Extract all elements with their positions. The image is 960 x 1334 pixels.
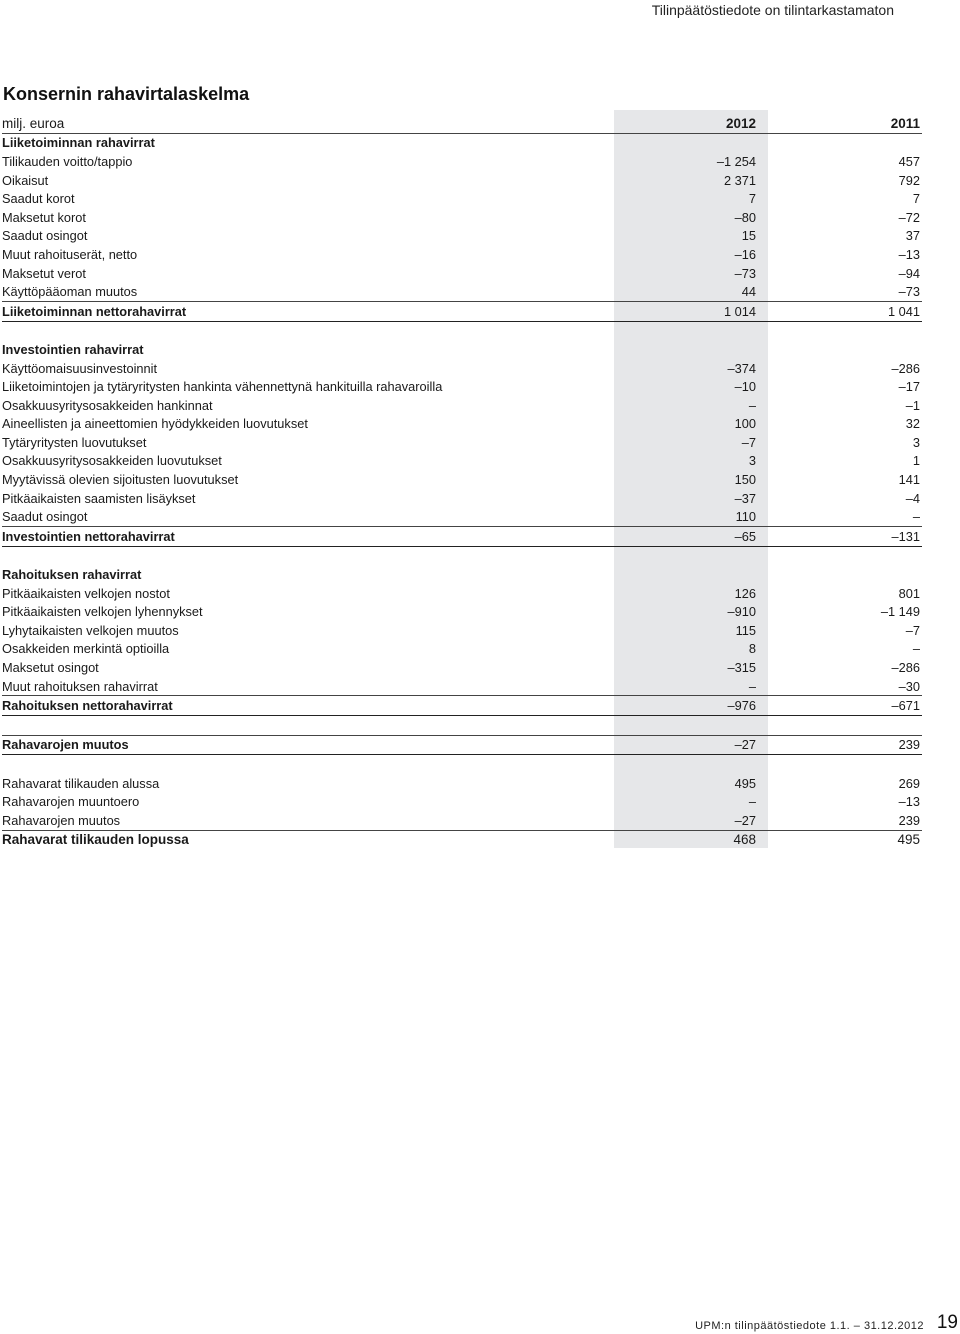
table-row: [2, 470, 922, 489]
row-value-2011: –13: [898, 794, 920, 810]
row-label: Muut rahoituksen rahavirrat: [2, 678, 158, 694]
table-row: [2, 282, 922, 302]
row-value-2011: –4: [905, 490, 920, 506]
row-label: Aineellisten ja aineettomien hyödykkeiden luovutukset: [2, 416, 308, 432]
spacer: [2, 322, 922, 341]
table-row: [2, 152, 922, 171]
row-label: Rahavarojen muuntoero: [2, 794, 140, 810]
table-row: [2, 415, 922, 434]
row-value-2011: –1: [905, 397, 920, 413]
table-row: [2, 208, 922, 227]
row-label: Tytäryritysten luovutukset: [2, 434, 147, 450]
row-value-2012: 44: [741, 284, 756, 300]
section-heading-label: Liiketoiminnan rahavirrat: [2, 135, 155, 151]
page-title: Konsernin rahavirtalaskelma: [3, 84, 250, 104]
row-label: Tilikauden voitto/tappio: [2, 153, 133, 169]
row-value-2011: 239: [898, 812, 920, 828]
section-heading-label: Investointien rahavirrat: [2, 341, 144, 357]
table-row: [2, 792, 922, 811]
row-label: Osakkuusyritysosakkeiden hankinnat: [2, 397, 213, 413]
row-value-2011: –17: [898, 379, 920, 395]
table-row: [2, 584, 922, 603]
row-label: Saadut osingot: [2, 228, 88, 244]
row-value-2012: –27: [734, 812, 756, 828]
row-value-2012: 3: [748, 453, 756, 469]
row-value-2012: –374: [727, 360, 756, 376]
table-row: [2, 245, 922, 264]
row-value-2012: 100: [734, 416, 756, 432]
total-label: Rahoituksen nettorahavirrat: [2, 698, 173, 714]
row-value-2012: –: [748, 794, 756, 810]
row-value-2011: –286: [891, 360, 920, 376]
row-label: Maksetut osingot: [2, 660, 99, 676]
section-heading: [2, 565, 922, 584]
row-value-2011: –73: [898, 284, 920, 300]
row-label: Saadut korot: [2, 191, 75, 207]
row-label: Rahavarojen muutos: [2, 812, 121, 828]
row-label: Osakkuusyritysosakkeiden luovutukset: [2, 453, 222, 469]
section-total-row: [2, 527, 922, 547]
table-row: [2, 602, 922, 621]
total-label: Rahavarojen muutos: [2, 737, 129, 753]
row-value-2011: –1 149: [880, 604, 920, 620]
table-row: [2, 621, 922, 640]
section-total-row: [2, 696, 922, 716]
section-heading: [2, 340, 922, 359]
footer-text: UPM:n tilinpäätöstiedote 1.1. – 31.12.2012: [695, 1320, 924, 1332]
total-value-2011: 239: [898, 737, 920, 753]
running-head: Tilinpäätöstiedote on tilintarkastamaton: [651, 2, 894, 18]
table-row: [2, 377, 922, 396]
row-label: Osakkeiden merkintä optioilla: [2, 641, 170, 657]
section-heading: [2, 134, 922, 153]
row-label: Pitkäaikaisten velkojen nostot: [2, 585, 170, 601]
row-label: Lyhytaikaisten velkojen muutos: [2, 622, 179, 638]
total-value-2011: 495: [897, 832, 920, 848]
page-number: 19: [936, 1312, 958, 1333]
total-value-2012: 468: [733, 832, 756, 848]
row-label: Pitkäaikaisten velkojen lyhennykset: [2, 604, 203, 620]
row-value-2011: –: [912, 641, 920, 657]
row-value-2011: 37: [905, 228, 920, 244]
table-row: [2, 658, 922, 677]
table-row: [2, 452, 922, 471]
row-value-2011: 457: [898, 153, 920, 169]
row-value-2012: –7: [741, 434, 756, 450]
row-value-2011: –286: [891, 660, 920, 676]
row-value-2012: 15: [741, 228, 756, 244]
row-label: Oikaisut: [2, 172, 49, 188]
row-value-2011: 3: [912, 434, 920, 450]
total-value-2012: –65: [734, 528, 756, 544]
row-value-2012: –315: [727, 660, 756, 676]
row-label: Käyttöomaisuusinvestoinnit: [2, 360, 158, 376]
total-value-2012: –976: [727, 698, 756, 714]
row-value-2012: 115: [735, 622, 756, 638]
row-value-2012: –: [748, 678, 756, 694]
row-value-2012: –: [748, 397, 756, 413]
row-label: Rahavarat tilikauden alussa: [2, 775, 160, 791]
total-value-2011: –131: [891, 528, 920, 544]
table-row: [2, 640, 922, 659]
table-row: [2, 433, 922, 452]
table-row: [2, 227, 922, 246]
row-label: Muut rahoituserät, netto: [2, 246, 138, 262]
table-row: [2, 489, 922, 508]
table-header-row: [2, 114, 922, 134]
row-value-2011: –72: [898, 209, 920, 225]
unit-label: milj. euroa: [2, 115, 65, 131]
row-value-2012: –1 254: [716, 153, 756, 169]
spacer: [2, 716, 922, 735]
row-value-2011: 269: [898, 775, 920, 791]
row-value-2012: 8: [748, 641, 756, 657]
row-value-2011: 32: [905, 416, 920, 432]
table-row: [2, 189, 922, 208]
table-row: [2, 264, 922, 283]
spacer: [2, 547, 922, 566]
row-value-2011: –7: [905, 622, 920, 638]
row-value-2012: –16: [734, 246, 756, 262]
row-value-2012: –73: [734, 265, 756, 281]
row-label: Saadut osingot: [2, 509, 88, 525]
row-value-2011: –94: [898, 265, 920, 281]
row-value-2012: –910: [727, 604, 756, 620]
total-label: Investointien nettorahavirrat: [2, 528, 175, 544]
row-label: Liiketoimintojen ja tytäryritysten hankinta vähennettynä hankituilla rahavaroilla: [2, 379, 443, 395]
table-row: [2, 396, 922, 415]
row-value-2012: 126: [734, 585, 756, 601]
total-value-2012: 1 014: [723, 303, 756, 319]
cash-flow-table: [2, 114, 922, 849]
row-value-2011: –13: [898, 246, 920, 262]
table-row: [2, 774, 922, 793]
row-value-2011: 141: [898, 472, 920, 488]
total-label: Liiketoiminnan nettorahavirrat: [2, 303, 187, 319]
row-value-2011: –: [912, 509, 920, 525]
section-total-row: [2, 302, 922, 322]
row-label: Myytävissä olevien sijoitusten luovutukset: [2, 472, 239, 488]
row-value-2012: 7: [748, 191, 756, 207]
closing-total-row: [2, 831, 922, 850]
row-value-2011: 7: [912, 191, 920, 207]
row-label: Maksetut verot: [2, 265, 86, 281]
row-value-2011: –30: [898, 678, 920, 694]
row-value-2012: –10: [734, 379, 756, 395]
row-label: Pitkäaikaisten saamisten lisäykset: [2, 490, 196, 506]
table-row: [2, 507, 922, 527]
table-row: [2, 359, 922, 378]
cash-change-row: [2, 735, 922, 756]
total-value-2012: –27: [734, 737, 756, 753]
row-label: Maksetut korot: [2, 209, 86, 225]
row-label: Käyttöpääoman muutos: [2, 284, 138, 300]
row-value-2012: –37: [734, 490, 756, 506]
row-value-2011: 792: [898, 172, 920, 188]
table-row: [2, 677, 922, 697]
row-value-2012: 110: [735, 509, 756, 525]
row-value-2012: –80: [734, 209, 756, 225]
spacer: [2, 755, 922, 774]
row-value-2012: 2 371: [723, 172, 756, 188]
row-value-2011: 1: [912, 453, 920, 469]
total-label: Rahavarat tilikauden lopussa: [2, 832, 189, 848]
table-row: [2, 811, 922, 831]
year-2011-header: 2011: [890, 115, 920, 131]
total-value-2011: –671: [891, 698, 920, 714]
row-value-2012: 150: [734, 472, 756, 488]
year-2012-header: 2012: [725, 115, 756, 131]
total-value-2011: 1 041: [887, 303, 920, 319]
table-row: [2, 171, 922, 190]
section-heading-label: Rahoituksen rahavirrat: [2, 567, 142, 583]
row-value-2011: 801: [898, 585, 920, 601]
row-value-2012: 495: [734, 775, 756, 791]
